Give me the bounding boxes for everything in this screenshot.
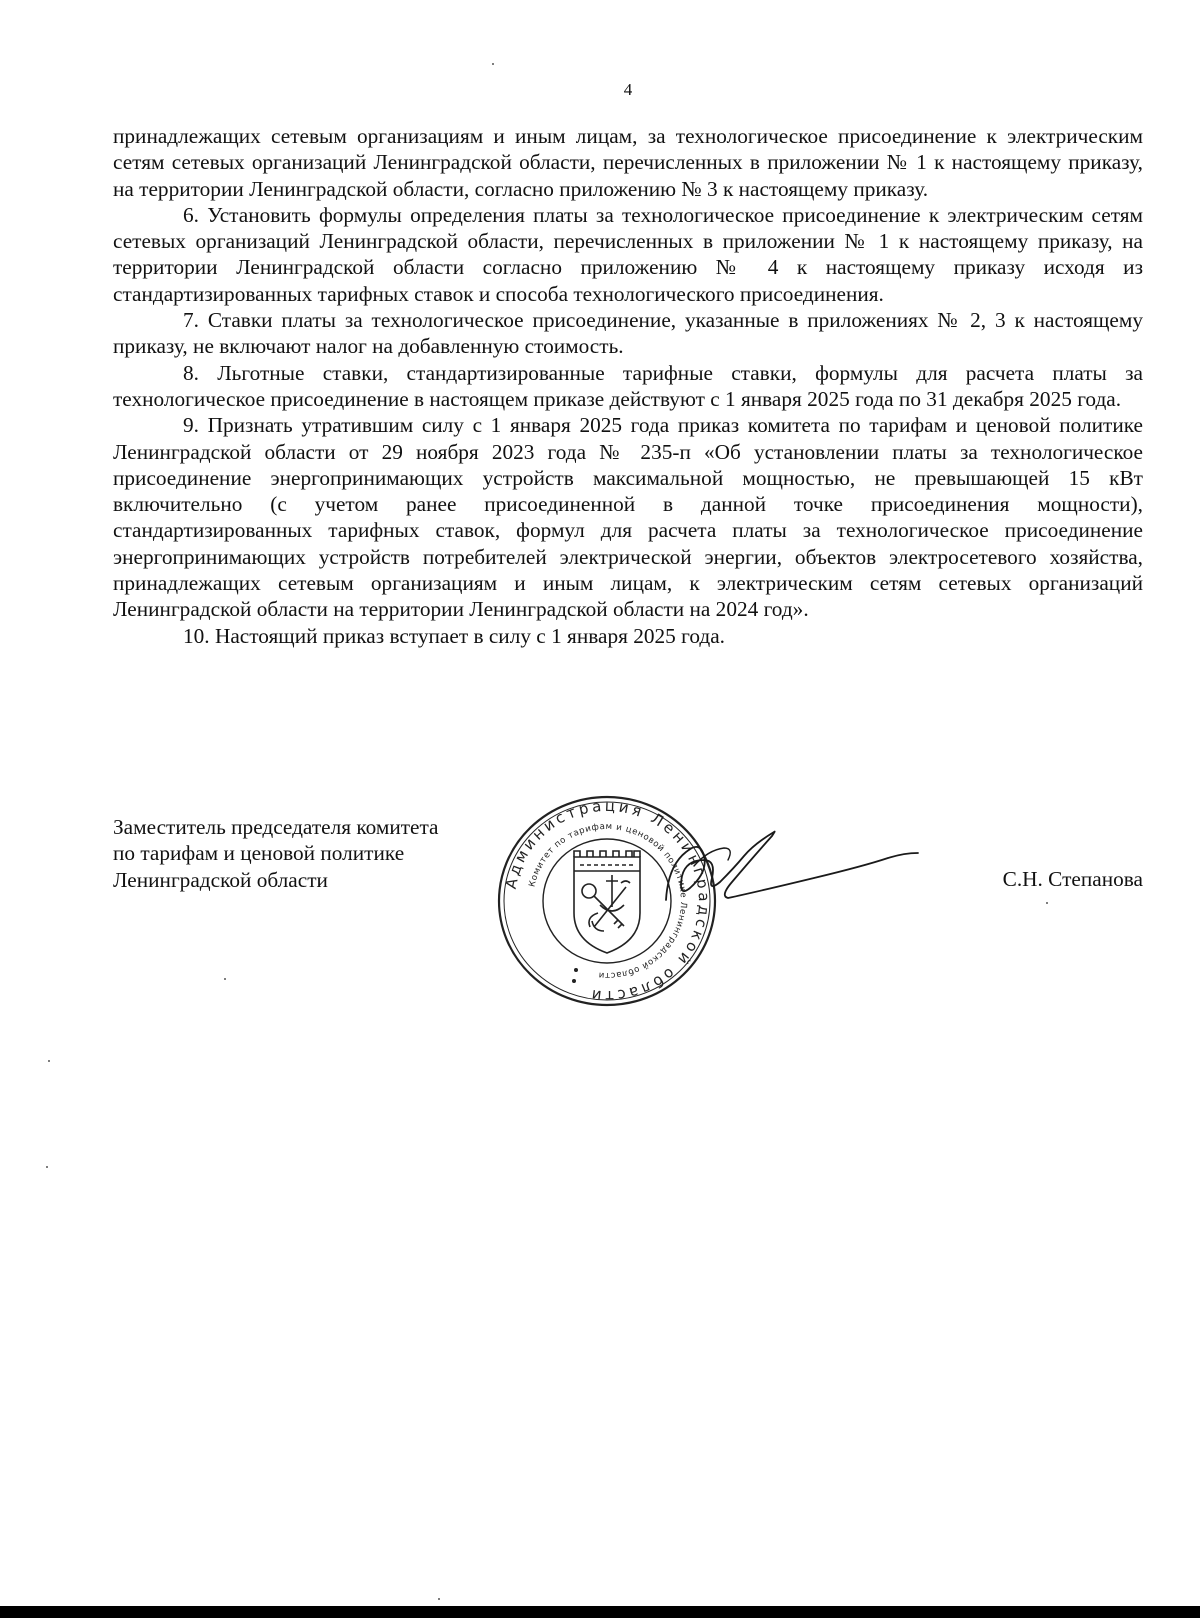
paragraph-continuation: принадлежащих сетевым организациям и иным лицам, за технологическое присоединение к электрическим сетям сетевых организаций Ленинградской области, перечисленных в приложении № 1 к настоящему приказу, на территории Ленинградской области, согласно приложению № 3 к настоящему приказу.: [113, 124, 1143, 201]
seal-inner-text: Комитет по тарифам и ценовой политике Ленинградской области: [527, 821, 689, 981]
page-number: 4: [623, 80, 633, 99]
scan-bottom-border: [0, 1606, 1200, 1618]
paragraph-item-6: 6. Установить формулы определения платы за технологическое присоединение к электрическим сетям сетевых организаций Ленинградской области, перечисленных в приложении № 1 к настоящему приказу, на территории Ленинградской области согласно приложению № 4 к настоящему приказу исходя из стандартизированных тарифных ставок и способа технологического присоединения.: [113, 202, 1143, 306]
paragraph-item-9: 9. Признать утратившим силу с 1 января 2025 года приказ комитета по тарифам и ценовой политике Ленинградской области от 29 ноября 2023 года № 235-п «Об установлении платы за технологическое присоединение энергопринимающих устройств максимальной мощностью, не превышающей 15 кВт включительно (с учетом ранее присоединенной в данной точке присоединения мощности), стандартизированных тарифных ставок, формул для расчета платы за технологическое присоединение энергопринимающих устройств потребителей электрической энергии, объектов электросетевого хозяйства, принадлежащих сетевым организациям и иным лицам, к электрическим сетям сетевых организаций Ленинградской области на территории Ленинградской области на 2024 год».: [113, 413, 1143, 622]
signer-title: [113, 814, 503, 893]
handwritten-signature: [664, 826, 922, 910]
paragraph-item-10: 10. Настоящий приказ вступает в силу с 1 января 2025 года.: [183, 623, 725, 648]
document-body: [113, 123, 1143, 649]
paragraph-item-8: 8. Льготные ставки, стандартизированные тарифные ставки, формулы для расчета платы за технологическое присоединение в настоящем приказе действуют с 1 января 2025 года по 31 декабря 2025 года.: [113, 360, 1143, 411]
seal-outer-text: Администрация Ленинградской области: [501, 796, 714, 1006]
signer-title-line: по тарифам и ценовой политике: [113, 841, 405, 866]
signer-title-line: Заместитель председателя комитета: [113, 815, 439, 839]
coat-of-arms-icon: [574, 851, 640, 953]
signer-name: С.Н. Степанова: [1002, 867, 1143, 891]
paragraph-item-7: 7. Ставки платы за технологическое присоединение, указанные в приложениях № 2, 3 к настоящему приказу, не включают налог на добавленную стоимость.: [113, 308, 1143, 359]
signer-title-line: Ленинградской области: [113, 867, 328, 892]
